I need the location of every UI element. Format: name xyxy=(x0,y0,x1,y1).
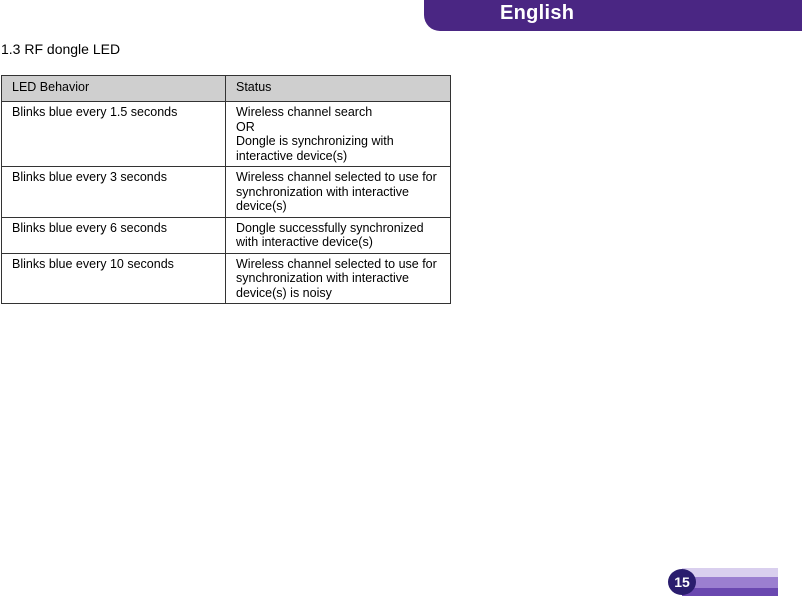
behavior-cell: Blinks blue every 6 seconds xyxy=(2,217,226,253)
behavior-cell: Blinks blue every 3 seconds xyxy=(2,167,226,218)
status-line: Dongle successfully synchronized with interactive device(s) xyxy=(236,220,424,249)
language-tab xyxy=(424,0,802,31)
table-row xyxy=(2,102,451,167)
table-header-row xyxy=(2,76,451,102)
status-line: Wireless channel selected to use for synchronization with interactive device(s) is noisy xyxy=(236,256,437,300)
status-cell xyxy=(226,167,451,218)
status-cell xyxy=(226,102,451,167)
table-row xyxy=(2,253,451,304)
status-cell xyxy=(226,253,451,304)
table-row xyxy=(2,167,451,218)
status-line: Wireless channel search xyxy=(236,105,373,119)
behavior-cell: Blinks blue every 10 seconds xyxy=(2,253,226,304)
status-cell xyxy=(226,217,451,253)
status-line: Dongle is synchronizing with interactive device(s) xyxy=(236,134,394,163)
section-title: 1.3 RF dongle LED xyxy=(1,41,121,57)
badge-stripe-light xyxy=(682,568,778,577)
led-behavior-table xyxy=(1,75,451,304)
status-line: OR xyxy=(236,119,255,134)
behavior-cell: Blinks blue every 1.5 seconds xyxy=(2,102,226,167)
language-label: English xyxy=(500,2,575,24)
table-row xyxy=(2,217,451,253)
badge-stripe-mid xyxy=(682,577,778,588)
header-led-behavior: LED Behavior xyxy=(2,76,226,102)
header-status: Status xyxy=(226,76,451,102)
page-number-badge xyxy=(668,567,778,597)
page-number: 15 xyxy=(668,569,696,595)
status-line: Wireless channel selected to use for synchronization with interactive device(s) xyxy=(236,170,437,213)
badge-stripe-dark xyxy=(682,588,778,596)
